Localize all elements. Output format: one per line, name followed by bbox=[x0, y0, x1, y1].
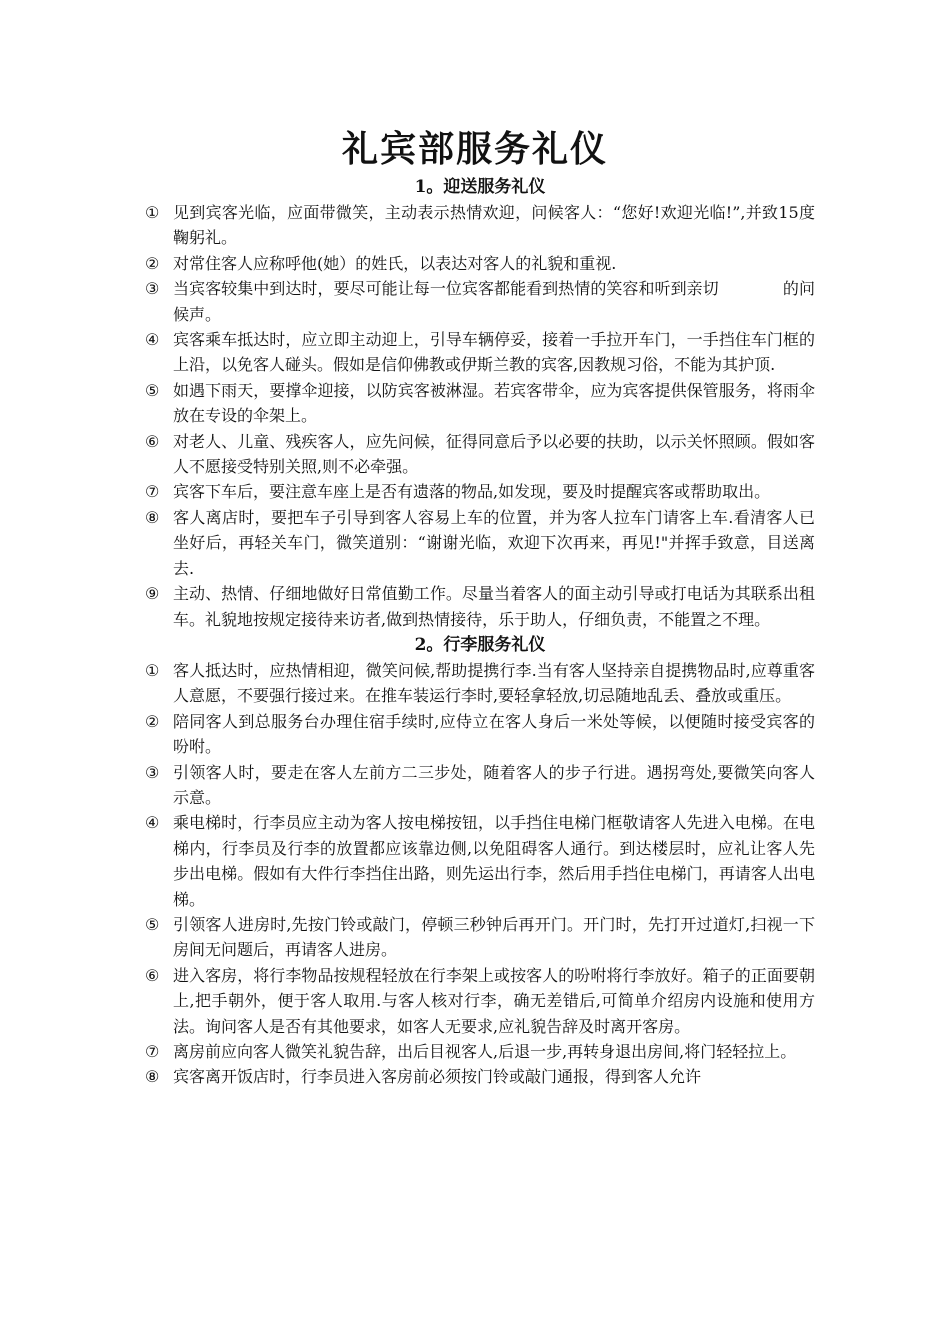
document-body bbox=[145, 174, 815, 1090]
list-marker: ④ bbox=[145, 813, 160, 833]
list-marker: ④ bbox=[145, 330, 160, 350]
list-marker: ⑧ bbox=[145, 1067, 160, 1087]
list-item bbox=[145, 505, 815, 581]
list-item-text: 离房前应向客人微笑礼貌告辞，出后目视客人,后退一步,再转身退出房间,将门轻轻拉上。 bbox=[173, 1042, 797, 1061]
list-item-text: 陪同客人到总服务台办理住宿手续时,应侍立在客人身后一米处等候，以便随时接受宾客的吩咐。 bbox=[173, 711, 815, 757]
list-item-text: 客人抵达时，应热情相迎，微笑问候,帮助提携行李.当有客人坚持亲自提携物品时,应尊重客人意愿，不要强行接过来。在推车装运行李时,要轻拿轻放,切忌随地乱丢、叠放或重压。 bbox=[173, 660, 815, 706]
list-item-text: 对老人、儿童、残疾客人，应先问候，征得同意后予以必要的扶助，以示关怀照顾。假如客人不愿接受特别关照,则不必牵强。 bbox=[173, 431, 815, 477]
list-item bbox=[145, 1039, 815, 1064]
list-marker: ⑦ bbox=[145, 482, 160, 502]
list-marker: ① bbox=[145, 660, 160, 680]
list-item-text: 主动、热情、仔细地做好日常值勤工作。尽量当着客人的面主动引导或打电话为其联系出租车。礼貌地按规定接待来访者,做到热情接待，乐于助人，仔细负责，不能置之不理。 bbox=[173, 584, 815, 629]
list-marker: ⑨ bbox=[145, 584, 160, 604]
list-item bbox=[145, 276, 815, 327]
list-item bbox=[145, 658, 815, 709]
list-marker: ⑤ bbox=[145, 380, 160, 400]
list-item bbox=[145, 200, 815, 251]
list-item bbox=[145, 912, 815, 963]
list-item-text: 宾客离开饭店时，行李员进入客房前必须按门铃或敲门通报，得到客人允许 bbox=[173, 1067, 702, 1087]
list-item-text: 如遇下雨天，要撑伞迎接，以防宾客被淋湿。若宾客带伞，应为宾客提供保管服务，将雨伞放在专设的伞架上。 bbox=[173, 380, 815, 426]
list-item-text: 引领客人进房时,先按门铃或敲门，停顿三秒钟后再开门。开门时，先打开过道灯,扫视一下房间无问题后，再请客人进房。 bbox=[173, 914, 815, 960]
list-marker: ③ bbox=[145, 762, 160, 782]
list-item-text: 进入客房，将行李物品按规程轻放在行李架上或按客人的吩咐将行李放好。箱子的正面要朝上,把手朝外，便于客人取用.与客人核对行李，确无差错后,可简单介绍房内设施和使用方法。询问客人是否有其他要求，如客人无要求,应礼貌告辞及时离开客房。 bbox=[173, 965, 815, 1036]
section-list bbox=[145, 200, 815, 632]
list-item bbox=[145, 378, 815, 429]
list-item-text: 宾客下车后，要注意车座上是否有遗落的物品,如发现，要及时提醒宾客或帮助取出。 bbox=[173, 482, 771, 502]
list-marker: ③ bbox=[145, 279, 160, 299]
list-item-text: 引领客人时，要走在客人左前方二三步处，随着客人的步子行进。遇拐弯处,要微笑向客人示意。 bbox=[173, 762, 815, 807]
list-marker: ⑧ bbox=[145, 507, 160, 527]
list-item-text: 宾客乘车抵达时，应立即主动迎上，引导车辆停妥，接着一手拉开车门，一手挡住车门框的上沿，以免客人碰头。假如是信仰佛教或伊斯兰教的宾客,因教规习俗，不能为其护顶. bbox=[173, 330, 815, 375]
section-list bbox=[145, 658, 815, 1090]
list-item bbox=[145, 429, 815, 480]
list-item bbox=[145, 963, 815, 1039]
list-marker: ⑦ bbox=[145, 1042, 160, 1061]
list-item bbox=[145, 581, 815, 632]
list-item bbox=[145, 760, 815, 811]
list-item bbox=[145, 709, 815, 760]
section-heading: 2。行李服务礼仪 bbox=[414, 634, 546, 655]
list-item bbox=[145, 1064, 815, 1089]
section-heading: 1。迎送服务礼仪 bbox=[414, 177, 546, 197]
list-item bbox=[145, 479, 815, 504]
page-title: 礼宾部服务礼仪 bbox=[341, 128, 608, 170]
list-item-text: 对常住客人应称呼他(她）的姓氏，以表达对客人的礼貌和重视. bbox=[173, 253, 617, 273]
list-marker: ② bbox=[145, 711, 160, 731]
list-item bbox=[145, 251, 815, 276]
list-item-text: 客人离店时，要把车子引导到客人容易上车的位置，并为客人拉车门请客上车.看清客人已坐好后，再轻关车门，微笑道别：“谢谢光临，欢迎下次再来，再见!"并挥手致意，目送离去. bbox=[173, 507, 815, 578]
list-item bbox=[145, 327, 815, 378]
list-item-text: 见到宾客光临，应面带微笑，主动表示热情欢迎，问候客人：“您好!欢迎光临!”,并致15度鞠躬礼。 bbox=[173, 203, 815, 248]
list-marker: ⑤ bbox=[145, 914, 160, 934]
list-marker: ⑥ bbox=[145, 965, 160, 985]
list-marker: ① bbox=[145, 203, 160, 222]
list-marker: ② bbox=[145, 253, 160, 273]
list-item-text: 当宾客较集中到达时，要尽可能让每一位宾客都能看到热情的笑容和听到亲切 的问候声。 bbox=[173, 279, 815, 324]
list-item-text: 乘电梯时，行李员应主动为客人按电梯按钮，以手挡住电梯门框敬请客人先进入电梯。在电梯内，行李员及行李的放置都应该靠边侧,以免阻碍客人通行。到达楼层时，应礼让客人先步出电梯。假如有大件行李挡住出路，则先运出行李，然后用手挡住电梯门，再请客人出电梯。 bbox=[173, 813, 815, 909]
list-item bbox=[145, 810, 815, 912]
list-marker: ⑥ bbox=[145, 431, 160, 451]
